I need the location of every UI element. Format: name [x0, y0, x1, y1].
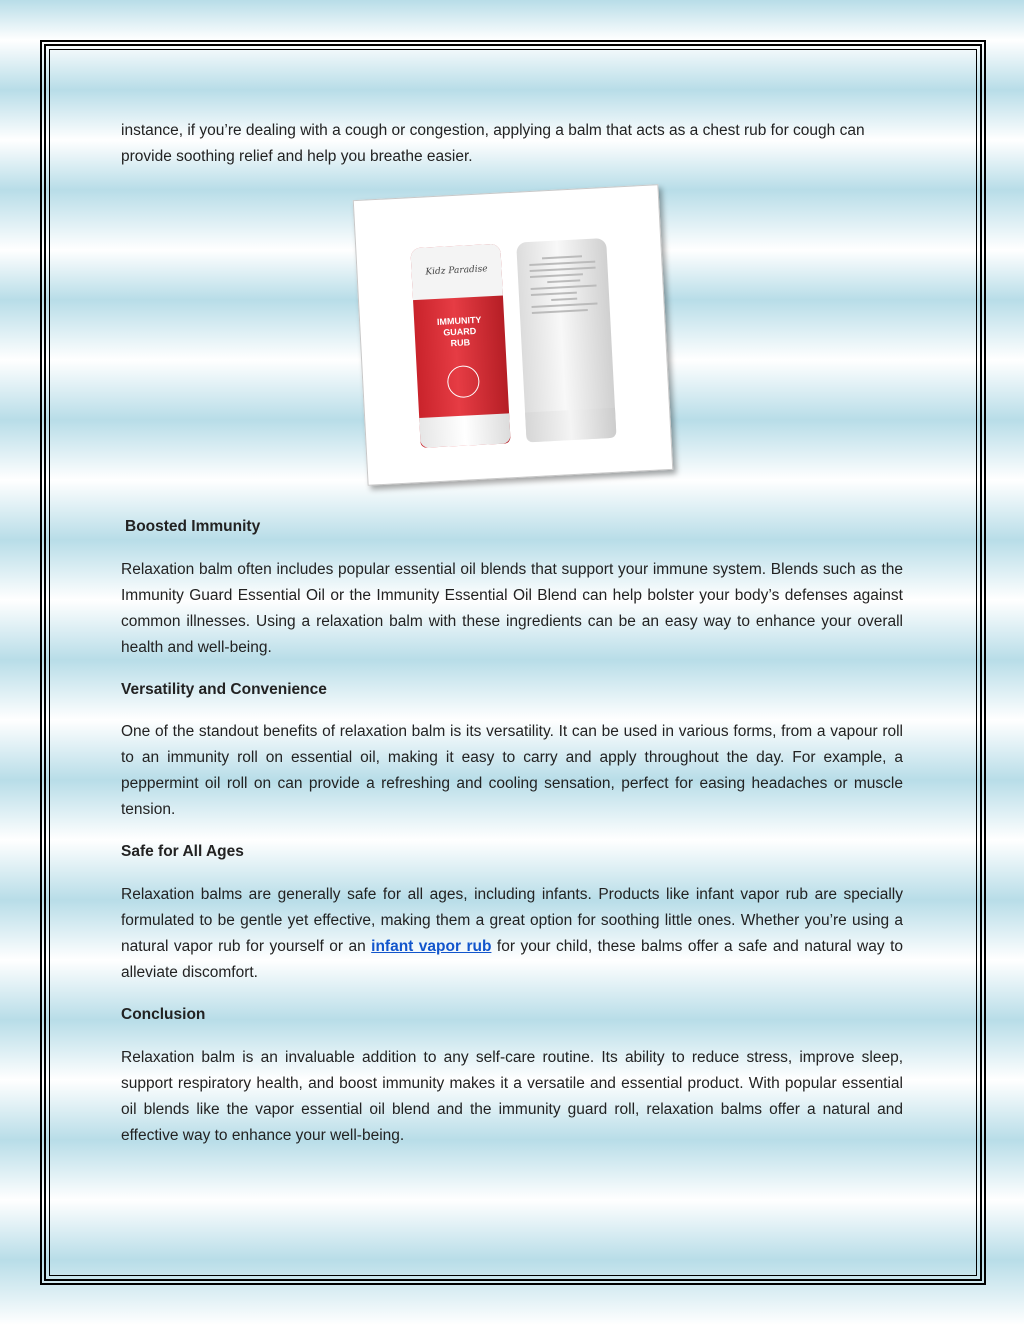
section-heading: Conclusion [121, 1006, 206, 1023]
section-paragraph [121, 882, 903, 986]
paragraph-text-after-link: for your child, these balms offer a safe and natural way to alleviate discomfort. [121, 938, 903, 981]
section-versatility [121, 677, 903, 703]
intro-paragraph: instance, if you’re dealing with a cough or congestion, applying a balm that acts as a chest rub for cough can provide soothing relief and help you breathe easier. [121, 122, 865, 165]
section-safe-ages-body [121, 882, 903, 986]
section-boosted-immunity [121, 514, 903, 540]
section-heading: Versatility and Convenience [121, 681, 327, 698]
section-paragraph: One of the standout benefits of relaxation balm is its versatility. It can be used in various forms, from a vapour roll to an immunity roll on essential oil, making it easy to carry and apply throughout the day. For example, a peppermint oil roll on can provide a refreshing and cooling sensation, perfect for easing headaches or muscle tension. [121, 723, 903, 818]
red-tube-cap [419, 413, 510, 448]
infant-vapor-rub-link[interactable]: infant vapor rub [371, 938, 492, 955]
paragraph-text-before-link: Relaxation balms are generally safe for all ages, including infants. Products like infant vapor rub are specially formulated to be gentle yet effective, making them a great option for soothing little ones. Whether you’re using a natural vapor rub for yourself or an [121, 886, 903, 955]
section-paragraph: Relaxation balm often includes popular essential oil blends that support your immune system. Blends such as the Immunity Guard Essential Oil or the Immunity Essential Oil Blend can help bolster your body’s defenses against common illnesses. Using a relaxation balm with these ingredients can be an easy way to enhance your overall health and well-being. [121, 561, 903, 656]
tube-label: IMMUNITY GUARD RUB [436, 314, 482, 349]
section-paragraph: Relaxation balm is an invaluable addition to any self-care routine. Its ability to reduce stress, improve sleep, support respiratory health, and boost immunity makes it a versatile and essential product. With popular essential oil blends like the vapor essential oil blend and the immunity guard roll, relaxation balms offer a natural and effective way to enhance your well-being. [121, 1049, 903, 1144]
section-versatility-body [121, 719, 903, 823]
section-heading: Boosted Immunity [125, 518, 261, 535]
white-tube-image [516, 238, 616, 442]
red-tube-top [410, 244, 503, 301]
section-safe-ages [121, 839, 903, 865]
section-conclusion [121, 1002, 903, 1028]
red-tube-image [410, 244, 510, 448]
tube-fineprint [529, 251, 598, 318]
white-tube-cap [525, 408, 616, 443]
section-conclusion-body [121, 1045, 903, 1149]
product-photo [353, 184, 674, 486]
section-boosted-immunity-body [121, 557, 903, 661]
product-brand-logo: Kidz Paradise [425, 264, 488, 278]
seal-icon [447, 365, 481, 399]
intro-block [121, 118, 903, 170]
section-heading: Safe for All Ages [121, 843, 244, 860]
